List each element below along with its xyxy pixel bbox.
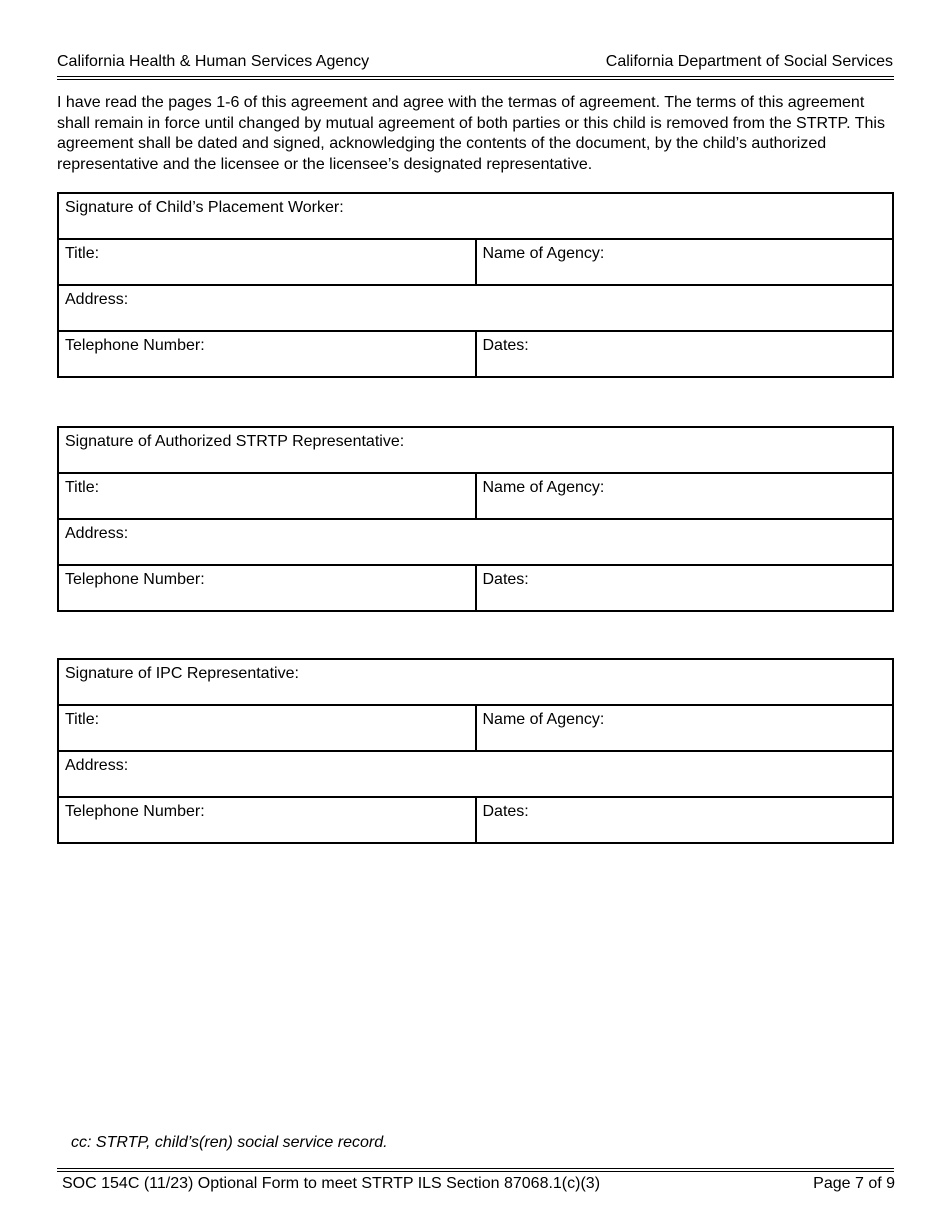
- telephone-field[interactable]: [58, 797, 476, 843]
- address-field[interactable]: [58, 285, 893, 331]
- page-header: [57, 52, 893, 74]
- telephone-label: Telephone Number:: [65, 337, 205, 354]
- agency-name-label: Name of Agency:: [482, 479, 605, 496]
- title-label: Title:: [65, 711, 100, 728]
- header-department: California Department of Social Services: [605, 53, 893, 70]
- dates-field[interactable]: [476, 331, 894, 377]
- agency-name-field[interactable]: [476, 473, 894, 519]
- signature-label: Signature of Authorized STRTP Representative:: [65, 433, 405, 450]
- address-label: Address:: [65, 525, 129, 542]
- signature-block-ipc-representative: [57, 658, 894, 844]
- signature-field[interactable]: [58, 193, 893, 239]
- signature-label: Signature of IPC Representative:: [65, 665, 299, 682]
- title-label: Title:: [65, 245, 100, 262]
- dates-field[interactable]: [476, 565, 894, 611]
- agency-name-label: Name of Agency:: [482, 245, 605, 262]
- address-field[interactable]: [58, 519, 893, 565]
- signature-field[interactable]: [58, 427, 893, 473]
- page-number: Page 7 of 9: [813, 1175, 895, 1192]
- signature-block-strtp-representative: [57, 426, 894, 612]
- address-label: Address:: [65, 291, 129, 308]
- dates-label: Dates:: [482, 571, 529, 588]
- agency-name-field[interactable]: [476, 705, 894, 751]
- dates-label: Dates:: [482, 803, 529, 820]
- address-label: Address:: [65, 757, 129, 774]
- telephone-field[interactable]: [58, 331, 476, 377]
- cc-note: cc: STRTP, child’s(ren) social service record.: [71, 1134, 388, 1151]
- header-agency: California Health & Human Services Agency: [57, 53, 370, 70]
- title-field[interactable]: [58, 705, 476, 751]
- signature-label: Signature of Child’s Placement Worker:: [65, 199, 344, 216]
- title-field[interactable]: [58, 473, 476, 519]
- title-label: Title:: [65, 479, 100, 496]
- page-footer: [62, 1174, 895, 1194]
- form-identifier: SOC 154C (11/23) Optional Form to meet STRTP ILS Section 87068.1(c)(3): [62, 1175, 601, 1192]
- telephone-label: Telephone Number:: [65, 803, 205, 820]
- agency-name-label: Name of Agency:: [482, 711, 605, 728]
- dates-label: Dates:: [482, 337, 529, 354]
- signature-block-placement-worker: [57, 192, 894, 378]
- agreement-statement: I have read the pages 1-6 of this agreement and agree with the termas of agreement. The terms of this agreement shall remain in force until changed by mutual agreement of both parties or this child is removed from the STRTP. This agreement shall be dated and signed, acknowledging the contents of the document, by the child’s authorized representative and the licensee or the licensee’s designated representative.: [57, 94, 885, 173]
- signature-field[interactable]: [58, 659, 893, 705]
- title-field[interactable]: [58, 239, 476, 285]
- dates-field[interactable]: [476, 797, 894, 843]
- header-divider: [57, 76, 894, 80]
- telephone-field[interactable]: [58, 565, 476, 611]
- agency-name-field[interactable]: [476, 239, 894, 285]
- telephone-label: Telephone Number:: [65, 571, 205, 588]
- address-field[interactable]: [58, 751, 893, 797]
- footer-divider: [57, 1168, 894, 1172]
